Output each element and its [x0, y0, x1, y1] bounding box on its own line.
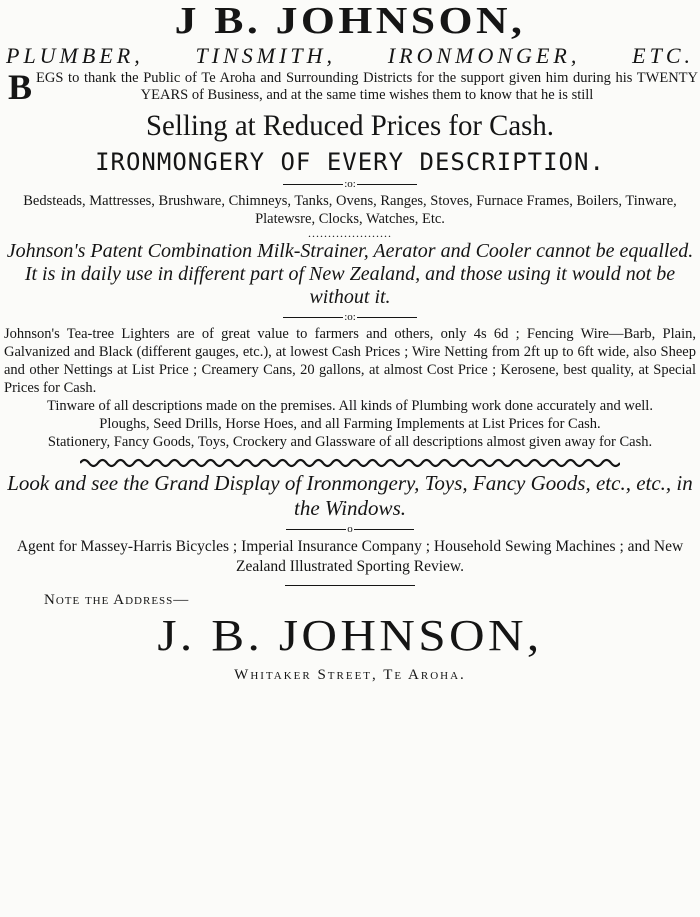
trade-tinsmith: TINSMITH,	[195, 43, 337, 68]
patent-milk-strainer: Johnson's Patent Combination Milk-Strainer, Aerator and Cooler cannot be equalled. It is in daily use in different part of New Zealand, and those using it would not be without it.	[6, 240, 694, 308]
ornament-rule-3	[0, 523, 700, 535]
ornament-mark-3: o	[347, 523, 353, 535]
stationery-paragraph: Stationery, Fancy Goods, Toys, Crockery and Glassware of all descriptions almost given away for Cash.	[47, 434, 653, 450]
trades-line	[0, 44, 700, 68]
intro-text: EGS to thank the Public of Te Aroha and Surrounding Districts for the support given him during his TWENTY YEARS of Business, and at the same time wishes them to know that he is still	[36, 70, 698, 103]
dotted-separator: .....................	[308, 226, 392, 240]
headline: Selling at Reduced Prices for Cash.	[146, 109, 554, 142]
ornament-mark-1: :o:	[344, 178, 356, 190]
agent-paragraph: Agent for Massey-Harris Bicycles ; Imperial Insurance Company ; Household Sewing Machines ; and New Zealand Illustrated Sporting Review.	[16, 538, 684, 575]
ornament-rule-1	[0, 178, 700, 190]
ironmongery-items: Bedsteads, Mattresses, Brushware, Chimneys, Tanks, Ovens, Ranges, Stoves, Furnace Frames, Boilers, Tinware, Platewsre, Clocks, Watches, Etc.	[23, 193, 677, 227]
note-address-label: Note the Address—	[44, 592, 190, 608]
short-rule	[285, 585, 415, 586]
window-display-notice: Look and see the Grand Display of Ironmongery, Toys, Fancy Goods, etc., etc., in the Windows.	[7, 471, 693, 520]
intro-paragraph	[2, 67, 698, 107]
ornament-mark-2: :o:	[344, 311, 356, 323]
tinware-paragraph: Tinware of all descriptions made on the premises. All kinds of Plumbing work done accurately and well.	[47, 398, 653, 414]
street-address: Whitaker Street, Te Aroha.	[234, 667, 466, 683]
advertiser-name-bottom: J. B. JOHNSON,	[157, 611, 543, 660]
drop-cap: B	[8, 67, 33, 107]
wavy-divider	[80, 457, 620, 469]
ornament-rule-2	[0, 311, 700, 323]
ironmongery-heading: IRONMONGERY OF EVERY DESCRIPTION.	[95, 148, 605, 176]
trade-etc: ETC.	[632, 43, 694, 68]
trade-ironmonger: IRONMONGER,	[387, 43, 581, 68]
trade-plumber: PLUMBER,	[6, 43, 144, 68]
ploughs-paragraph: Ploughs, Seed Drills, Horse Hoes, and all Farming Implements at List Prices for Cash.	[99, 416, 601, 432]
advertiser-name-top: J B. JOHNSON,	[174, 0, 526, 42]
lighters-paragraph: Johnson's Tea-tree Lighters are of great value to farmers and others, only 4s 6d ; Fencing Wire—Barb, Plain, Galvanized and Black (different gauges, etc.), at lowest Cash Prices ; Wire Netting from 2ft up to 6ft wide, also Sheep and other Nettings at List Price ; Creamery Cans, 20 gallons, at almost Cost Price ; Kerosene, best quality, at Special Prices for Cash.	[4, 326, 696, 396]
